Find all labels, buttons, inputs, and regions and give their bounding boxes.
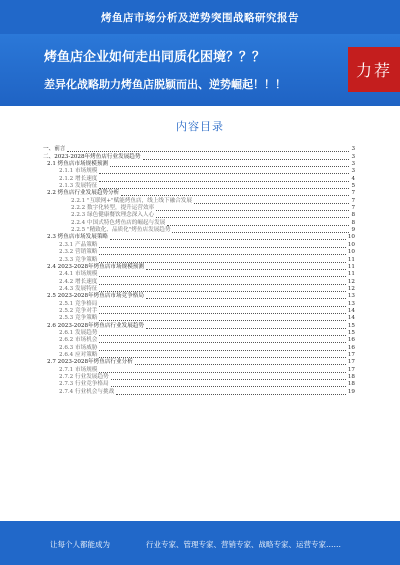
banner-slogan: 差异化战略助力烤鱼店脱颖而出、逆势崛起！！！ [44,78,286,91]
toc-entry-label: 2.6.1 发展趋势 [59,329,98,336]
toc-leader-dots [99,262,345,263]
toc-entry-label: 2.1.2 增长速度 [59,175,98,182]
report-header [0,0,400,34]
banner-question: 烤鱼店企业如何走出同质化困境？？？ [44,50,266,65]
toc-entry[interactable] [43,146,355,153]
toc-leader-dots [146,328,346,329]
toc-leader-dots [99,254,345,255]
toc-entry[interactable] [43,300,355,307]
toc-entry-label: 2.3.1 产品策略 [59,241,98,248]
toc-leader-dots [156,217,349,218]
toc-entry-page: 3 [351,146,355,153]
toc-entry[interactable] [43,241,355,248]
toc-leader-dots [99,284,345,285]
toc-entry[interactable] [43,381,355,388]
toc-entry[interactable] [43,359,355,366]
toc-entry[interactable] [43,175,355,182]
toc-entry[interactable] [43,344,355,351]
toc-entry-label: 2.6 2023-2028年烤鱼店行业发展趋势 [47,322,144,329]
toc-entry[interactable] [43,153,355,160]
toc-leader-dots [110,166,349,167]
toc-entry[interactable] [43,352,355,359]
toc-entry-page: 7 [351,190,355,197]
toc-entry-label: 2.7.4 行业机会与挑战 [59,388,115,395]
toc-entry-page: 11 [347,271,355,278]
toc-entry[interactable] [43,374,355,381]
toc-leader-dots [111,386,346,387]
toc-entry[interactable] [43,337,355,344]
toc-entry[interactable] [43,293,355,300]
toc-entry-page: 16 [347,337,355,344]
toc-entry[interactable] [43,264,355,271]
toc-entry[interactable] [43,183,355,190]
toc-leader-dots [146,298,346,299]
toc-entry[interactable] [43,161,355,168]
toc-entry-page: 7 [351,205,355,212]
toc-leader-dots [99,291,345,292]
toc-entry-label: 2.7 2023-2028年烤鱼店行业分析 [47,359,133,366]
toc-leader-dots [99,320,345,321]
toc-leader-dots [99,247,345,248]
toc-entry-label: 2.7.3 行业竞争格局 [59,381,109,388]
toc-entry-page: 3 [351,168,355,175]
toc-leader-dots [156,210,349,211]
toc-leader-dots [111,379,346,380]
toc-entry-label: 2.4.2 增长速度 [59,278,98,285]
toc-leader-dots [99,342,345,343]
toc-entry[interactable] [43,219,355,226]
toc-entry[interactable] [43,256,355,263]
toc-entry[interactable] [43,212,355,219]
toc-leader-dots [99,313,345,314]
toc-entry[interactable] [43,278,355,285]
toc-leader-dots [99,335,345,336]
toc-entry[interactable] [43,308,355,315]
toc-entry-label: 2.2.1 "互联网+"赋能烤鱼店，线上线下融合发展 [71,197,192,204]
toc-entry-page: 10 [347,241,355,248]
toc-entry-page: 9 [351,227,355,234]
toc-entry-label: 2.3.3 竞争策略 [59,256,98,263]
toc-leader-dots [99,181,349,182]
toc-entry-label: 一、前言 [43,146,66,153]
toc-entry-page: 12 [347,285,355,292]
toc-entry-page: 13 [347,300,355,307]
toc-leader-dots [135,364,346,365]
toc-heading: 内容目录 [176,120,224,133]
toc-leader-dots [121,195,349,196]
toc-leader-dots [99,276,345,277]
toc-entry-page: 15 [347,329,355,336]
toc-entry-label: 2.2.5 "精致化、品质化"烤鱼店发展趋势 [71,227,171,234]
toc-entry-page: 5 [351,183,355,190]
toc-leader-dots [99,188,349,189]
toc-entry-page: 18 [347,374,355,380]
toc-leader-dots [194,203,349,204]
toc-leader-dots [116,394,346,395]
toc-entry-page: 11 [347,263,355,270]
toc-entry[interactable] [43,322,355,329]
toc-entry-label: 2.2.4 中国式特色烤鱼店的崛起与发展 [71,219,166,226]
toc-entry[interactable] [43,190,355,197]
recommend-stamp: 力荐 [348,47,400,92]
toc-entry[interactable] [43,234,355,241]
toc-entry-label: 2.4.3 发展特征 [59,285,98,292]
toc-leader-dots [167,225,349,226]
toc-entry-label: 2.3 烤鱼店市场发展策略 [47,234,109,241]
footer [0,521,400,565]
toc-entry-page: 4 [351,175,355,182]
toc-entry-label: 2.6.2 市场机会 [59,337,98,344]
toc-entry-label: 2.6.4 应对策略 [59,351,98,358]
toc-entry-page: 19 [347,388,355,395]
toc-entry-label: 二、2023-2028年烤鱼店行业发展趋势 [43,153,141,160]
toc-leader-dots [99,350,345,351]
toc-entry[interactable] [43,197,355,204]
toc-leader-dots [146,269,346,270]
toc-entry-page: 10 [347,234,355,241]
table-of-contents [43,146,355,506]
toc-leader-dots [99,357,345,358]
toc-entry-page: 14 [347,307,355,314]
toc-entry-page: 3 [351,153,355,160]
toc-leader-dots [143,159,350,160]
toc-entry-page: 11 [347,256,355,263]
toc-entry-label: 2.6.3 市场威胁 [59,344,98,351]
toc-entry-page: 10 [347,249,355,256]
toc-entry-label: 2.1.1 市场规模 [59,168,98,175]
toc-entry-label: 2.5.3 竞争策略 [59,315,98,322]
toc-entry-label: 2.5.2 竞争对手 [59,307,98,314]
toc-entry-page: 17 [347,366,355,373]
toc-entry-label: 2.1.3 发展特征 [59,183,98,190]
toc-entry-page: 17 [347,359,355,366]
toc-entry[interactable] [43,271,355,278]
toc-leader-dots [99,173,349,174]
toc-entry-page: 14 [347,315,355,322]
footer-roles: 行业专家、管理专家、营销专家、战略专家、运营专家…… [146,540,341,549]
toc-entry-page: 12 [347,278,355,285]
toc-entry-label: 2.4 2023-2028年烤鱼店市场规模预测 [47,263,144,270]
toc-entry-label: 2.3.2 营销策略 [59,249,98,256]
toc-entry-page: 17 [347,351,355,358]
toc-entry-label: 2.7.2 行业发展趋势 [59,374,109,380]
banner [0,34,400,106]
toc-entry-label: 2.2.3 绿色健康餐饮理念深入人心 [71,212,155,219]
toc-entry[interactable] [43,366,355,373]
toc-entry[interactable] [43,168,355,175]
toc-entry[interactable] [43,315,355,322]
toc-leader-dots [99,306,345,307]
toc-leader-dots [110,239,346,240]
toc-leader-dots [172,232,349,233]
toc-entry-label: 2.5.1 竞争格局 [59,300,98,307]
toc-entry[interactable] [43,388,355,395]
toc-entry-page: 15 [347,322,355,329]
toc-entry[interactable] [43,330,355,337]
toc-entry-label: 2.2 烤鱼店行业发展趋势分析 [47,190,120,197]
toc-entry-label: 2.5 2023-2028年烤鱼店市场竞争格局 [47,293,144,300]
toc-entry-page: 8 [351,219,355,226]
toc-entry-page: 8 [351,212,355,219]
toc-entry-label: 2.2.2 数字化转型，提升运营效率 [71,205,155,212]
toc-entry-page: 7 [351,197,355,204]
toc-entry-page: 3 [351,161,355,168]
toc-entry-label: 2.7.1 市场规模 [59,366,98,373]
toc-leader-dots [67,151,349,152]
report-title: 烤鱼店市场分析及逆势突围战略研究报告 [101,11,299,24]
toc-entry-label: 2.4.1 市场规模 [59,271,98,278]
toc-entry[interactable] [43,205,355,212]
toc-entry[interactable] [43,286,355,293]
footer-tagline: 让每个人都能成为 [50,540,110,549]
toc-entry-page: 13 [347,293,355,300]
toc-entry[interactable] [43,249,355,256]
toc-entry-label: 2.1 烤鱼店市场规模预测 [47,161,109,168]
toc-leader-dots [99,372,345,373]
toc-entry-page: 18 [347,381,355,388]
toc-entry-page: 16 [347,344,355,351]
